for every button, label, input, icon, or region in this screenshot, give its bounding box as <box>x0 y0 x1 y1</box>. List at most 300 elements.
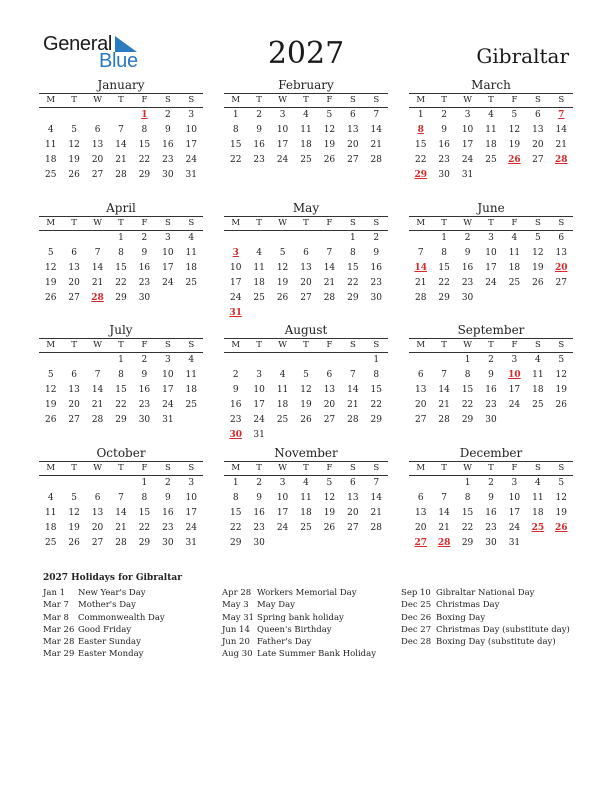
weekday-label: S <box>349 218 356 228</box>
holiday-date: Mar 7 <box>43 600 69 611</box>
holiday-day-cell: 26 <box>555 523 568 533</box>
weekday-label: W <box>93 340 102 350</box>
weekday-header <box>224 217 388 231</box>
day-cell: 20 <box>414 400 427 410</box>
day-cell: 7 <box>373 478 380 488</box>
day-cell: 27 <box>91 538 104 548</box>
day-cell: 4 <box>47 125 54 135</box>
empty-day-cell <box>271 231 294 246</box>
day-cell: 2 <box>141 355 148 365</box>
day-cell: 31 <box>508 538 521 548</box>
weekday-label: T <box>256 218 262 228</box>
day-cell: 30 <box>162 538 174 548</box>
day-cell: 17 <box>485 263 497 273</box>
day-cell: 16 <box>485 385 497 395</box>
day-cell: 4 <box>256 248 262 258</box>
day-cell: 10 <box>485 248 497 258</box>
holiday-date: Dec 27 <box>401 624 432 635</box>
day-cell: 5 <box>71 493 77 503</box>
day-cell: 19 <box>323 508 336 518</box>
day-cell: 11 <box>532 493 544 503</box>
weekday-label: T <box>441 340 447 350</box>
day-cell: 9 <box>373 248 380 258</box>
weekday-label: W <box>463 340 472 350</box>
day-cell: 22 <box>370 400 382 410</box>
day-cell: 18 <box>508 263 521 273</box>
day-cell: 26 <box>276 293 289 303</box>
day-cell: 25 <box>485 155 497 165</box>
holiday-name: New Year's Day <box>78 588 146 598</box>
day-cell: 16 <box>229 400 242 410</box>
day-cell: 12 <box>323 125 336 135</box>
empty-day-cell <box>39 476 62 491</box>
day-cell: 15 <box>461 385 474 395</box>
day-cell: 8 <box>464 370 471 380</box>
weekday-label: T <box>256 463 262 473</box>
day-cell: 29 <box>115 415 127 425</box>
day-cell: 26 <box>44 293 57 303</box>
day-cell: 26 <box>555 400 567 410</box>
empty-day-cell <box>86 353 109 368</box>
holiday-date: Jan 1 <box>43 588 66 598</box>
empty-day-cell <box>271 353 294 368</box>
day-cell: 25 <box>185 400 197 410</box>
day-cell: 16 <box>461 263 474 273</box>
day-cell: 29 <box>370 415 382 425</box>
holiday-name: Christmas Day <box>436 600 500 611</box>
day-cell: 15 <box>461 508 474 518</box>
day-cell: 14 <box>555 125 567 135</box>
day-cell: 24 <box>185 523 197 533</box>
weekday-label: T <box>303 340 309 350</box>
day-cell: 15 <box>347 263 359 273</box>
day-cell: 28 <box>91 415 104 425</box>
weekday-label: S <box>534 463 541 473</box>
weekday-label: T <box>256 95 262 105</box>
weekday-label: M <box>46 218 56 228</box>
empty-day-cell <box>109 108 132 123</box>
weekday-label: S <box>164 95 171 105</box>
day-grid <box>409 108 573 183</box>
day-cell: 20 <box>68 400 80 410</box>
day-cell: 21 <box>370 140 382 150</box>
day-cell: 17 <box>253 400 265 410</box>
day-cell: 18 <box>276 400 289 410</box>
month-title: June <box>477 201 505 215</box>
day-cell: 3 <box>164 233 171 243</box>
day-cell: 9 <box>164 493 171 503</box>
day-cell: 1 <box>441 233 447 243</box>
day-cell: 12 <box>555 370 567 380</box>
day-cell: 27 <box>68 415 80 425</box>
day-cell: 14 <box>91 385 104 395</box>
month-title: December <box>459 446 523 460</box>
day-cell: 19 <box>44 400 57 410</box>
day-cell: 18 <box>532 385 544 395</box>
weekday-label: S <box>164 218 171 228</box>
weekday-label: F <box>141 340 148 350</box>
day-cell: 1 <box>417 110 424 120</box>
day-cell: 6 <box>303 248 309 258</box>
day-cell: 7 <box>373 110 380 120</box>
day-cell: 5 <box>71 125 77 135</box>
day-cell: 9 <box>141 248 148 258</box>
day-cell: 12 <box>44 263 57 273</box>
day-cell: 8 <box>373 370 380 380</box>
day-cell: 31 <box>461 170 474 180</box>
holiday-row <box>43 648 165 660</box>
day-cell: 5 <box>326 478 333 488</box>
day-cell: 4 <box>303 478 309 488</box>
day-cell: 11 <box>185 248 197 258</box>
day-cell: 1 <box>349 233 356 243</box>
day-cell: 15 <box>229 508 242 518</box>
day-cell: 9 <box>256 125 262 135</box>
holiday-name: Easter Sunday <box>78 637 141 648</box>
holiday-date: Dec 25 <box>401 600 432 611</box>
day-cell: 5 <box>326 110 333 120</box>
empty-day-cell <box>294 231 317 246</box>
day-grid <box>224 108 388 168</box>
day-cell: 6 <box>349 478 356 488</box>
holiday-name: Commonwealth Day <box>78 612 165 623</box>
day-cell: 13 <box>414 508 427 518</box>
day-cell: 25 <box>508 278 521 288</box>
weekday-header <box>39 217 203 231</box>
country-name: Gibraltar <box>476 44 569 68</box>
holiday-day-cell: 27 <box>414 538 427 548</box>
day-cell: 18 <box>532 508 544 518</box>
day-cell: 13 <box>68 263 80 273</box>
calendar-year: 2027 <box>267 36 345 71</box>
holiday-day-cell: 31 <box>229 308 242 318</box>
day-cell: 24 <box>461 155 474 165</box>
day-cell: 24 <box>162 278 174 288</box>
day-cell: 4 <box>534 478 541 488</box>
day-grid <box>224 231 388 321</box>
weekday-label: M <box>416 463 426 473</box>
day-cell: 12 <box>508 125 521 135</box>
day-cell: 30 <box>485 538 497 548</box>
day-cell: 7 <box>94 248 101 258</box>
weekday-label: S <box>373 463 380 473</box>
day-cell: 26 <box>44 415 57 425</box>
month-january <box>39 78 203 183</box>
weekday-label: W <box>463 95 472 105</box>
day-cell: 27 <box>323 415 336 425</box>
day-cell: 10 <box>185 125 197 135</box>
day-cell: 11 <box>300 493 312 503</box>
day-cell: 20 <box>347 140 359 150</box>
day-cell: 23 <box>253 155 265 165</box>
month-december <box>409 446 573 551</box>
day-cell: 5 <box>303 370 309 380</box>
day-cell: 22 <box>229 523 242 533</box>
day-cell: 23 <box>229 415 242 425</box>
day-cell: 16 <box>253 140 265 150</box>
holiday-row <box>222 624 376 636</box>
weekday-label: S <box>164 340 171 350</box>
holiday-day-cell: 26 <box>508 155 521 165</box>
empty-day-cell <box>86 476 109 491</box>
day-cell: 6 <box>417 370 424 380</box>
day-cell: 2 <box>164 110 171 120</box>
day-cell: 29 <box>138 170 151 180</box>
day-grid <box>409 231 573 306</box>
day-cell: 8 <box>141 493 148 503</box>
day-cell: 12 <box>300 385 312 395</box>
day-grid <box>409 476 573 551</box>
holiday-row <box>222 587 376 599</box>
day-cell: 30 <box>138 415 151 425</box>
month-march <box>409 78 573 183</box>
holiday-day-cell: 14 <box>414 263 427 273</box>
day-cell: 23 <box>485 523 497 533</box>
day-cell: 22 <box>115 278 127 288</box>
day-cell: 15 <box>115 263 127 273</box>
day-cell: 28 <box>115 170 127 180</box>
day-cell: 30 <box>438 170 450 180</box>
day-cell: 22 <box>115 400 127 410</box>
day-cell: 14 <box>438 508 450 518</box>
weekday-label: S <box>164 463 171 473</box>
day-grid <box>39 353 203 428</box>
day-cell: 17 <box>508 385 521 395</box>
day-cell: 12 <box>68 140 80 150</box>
day-cell: 26 <box>323 155 336 165</box>
day-cell: 19 <box>508 140 521 150</box>
day-cell: 1 <box>232 478 239 488</box>
weekday-label: M <box>46 95 56 105</box>
day-cell: 24 <box>508 400 521 410</box>
day-grid <box>39 476 203 551</box>
day-cell: 18 <box>485 140 497 150</box>
day-cell: 22 <box>414 155 427 165</box>
empty-day-cell <box>432 476 455 491</box>
day-cell: 28 <box>370 155 382 165</box>
day-cell: 6 <box>94 493 101 503</box>
month-may <box>224 201 388 321</box>
holiday-name: Christmas Day (substitute day) <box>436 624 570 635</box>
day-cell: 25 <box>300 523 312 533</box>
day-cell: 21 <box>323 278 336 288</box>
day-cell: 26 <box>323 523 336 533</box>
day-cell: 10 <box>276 493 289 503</box>
day-cell: 25 <box>44 170 57 180</box>
day-cell: 28 <box>414 293 427 303</box>
day-cell: 25 <box>185 278 197 288</box>
weekday-header <box>224 94 388 108</box>
empty-day-cell <box>224 231 247 246</box>
day-cell: 18 <box>300 508 312 518</box>
day-cell: 12 <box>532 248 544 258</box>
day-cell: 24 <box>253 415 265 425</box>
weekday-label: S <box>349 340 356 350</box>
weekday-label: T <box>303 95 309 105</box>
month-september <box>409 323 573 428</box>
day-cell: 31 <box>162 415 174 425</box>
weekday-label: S <box>558 340 565 350</box>
day-cell: 22 <box>438 278 450 288</box>
day-cell: 13 <box>532 125 544 135</box>
weekday-label: M <box>46 340 56 350</box>
day-cell: 26 <box>68 538 80 548</box>
holiday-date: Mar 26 <box>43 624 75 635</box>
day-cell: 8 <box>349 248 356 258</box>
empty-day-cell <box>39 108 62 123</box>
day-cell: 20 <box>91 155 104 165</box>
day-cell: 11 <box>44 140 57 150</box>
empty-day-cell <box>318 231 341 246</box>
weekday-label: T <box>118 95 124 105</box>
month-february <box>224 78 388 168</box>
day-cell: 8 <box>118 248 124 258</box>
holiday-row <box>222 612 376 624</box>
day-cell: 8 <box>232 125 239 135</box>
day-cell: 5 <box>279 248 286 258</box>
day-cell: 15 <box>438 263 450 273</box>
holiday-row <box>43 587 165 599</box>
day-cell: 17 <box>229 278 242 288</box>
empty-day-cell <box>62 231 85 246</box>
day-cell: 17 <box>276 508 289 518</box>
weekday-label: T <box>303 218 309 228</box>
day-cell: 4 <box>488 110 494 120</box>
weekday-header <box>39 339 203 353</box>
weekday-header <box>39 462 203 476</box>
day-cell: 23 <box>438 155 450 165</box>
day-cell: 20 <box>91 523 104 533</box>
day-cell: 7 <box>118 125 124 135</box>
day-cell: 15 <box>138 140 151 150</box>
day-cell: 9 <box>488 493 494 503</box>
holiday-name: Good Friday <box>78 624 132 635</box>
holiday-row <box>401 612 570 624</box>
day-cell: 17 <box>508 508 521 518</box>
weekday-header <box>224 462 388 476</box>
day-cell: 20 <box>347 508 359 518</box>
holiday-row <box>401 636 570 648</box>
day-cell: 8 <box>118 370 124 380</box>
day-cell: 16 <box>138 263 151 273</box>
weekday-label: F <box>141 218 148 228</box>
weekday-label: F <box>141 463 148 473</box>
day-cell: 17 <box>276 140 289 150</box>
weekday-label: T <box>488 95 494 105</box>
empty-day-cell <box>86 108 109 123</box>
weekday-label: M <box>46 463 56 473</box>
holiday-name: May Day <box>257 600 295 611</box>
weekday-label: T <box>441 463 447 473</box>
day-cell: 13 <box>555 248 567 258</box>
day-cell: 11 <box>532 370 544 380</box>
day-cell: 6 <box>71 248 77 258</box>
empty-day-cell <box>247 231 270 246</box>
day-cell: 27 <box>414 415 427 425</box>
holiday-row <box>43 624 165 636</box>
holiday-list-title: 2027 Holidays for Gibraltar <box>43 573 182 583</box>
day-cell: 11 <box>185 370 197 380</box>
day-cell: 3 <box>511 355 518 365</box>
holiday-list <box>43 573 583 660</box>
weekday-label: W <box>278 95 287 105</box>
day-cell: 7 <box>349 370 356 380</box>
day-grid <box>39 108 203 183</box>
day-cell: 22 <box>461 400 474 410</box>
day-cell: 16 <box>138 385 151 395</box>
holiday-date: Jun 20 <box>222 637 250 648</box>
day-cell: 24 <box>485 278 497 288</box>
weekday-label: T <box>118 340 124 350</box>
day-cell: 20 <box>300 278 312 288</box>
day-cell: 3 <box>279 110 286 120</box>
day-cell: 11 <box>485 125 497 135</box>
day-cell: 30 <box>253 538 265 548</box>
weekday-label: T <box>118 218 124 228</box>
day-cell: 2 <box>488 478 494 488</box>
weekday-label: T <box>118 463 124 473</box>
holiday-date: Mar 29 <box>43 649 75 660</box>
holiday-day-cell: 28 <box>555 155 568 165</box>
day-cell: 20 <box>414 523 427 533</box>
day-cell: 21 <box>370 508 382 518</box>
day-cell: 5 <box>534 233 541 243</box>
day-cell: 23 <box>162 155 174 165</box>
day-cell: 7 <box>441 493 447 503</box>
day-cell: 17 <box>185 140 197 150</box>
day-cell: 9 <box>232 385 239 395</box>
holiday-row <box>222 599 376 611</box>
day-cell: 2 <box>256 110 262 120</box>
day-cell: 12 <box>555 493 567 503</box>
day-cell: 25 <box>44 538 57 548</box>
holiday-day-cell: 28 <box>437 538 451 548</box>
day-cell: 8 <box>141 125 148 135</box>
weekday-header <box>409 462 573 476</box>
day-cell: 11 <box>276 385 289 395</box>
day-cell: 2 <box>141 233 148 243</box>
day-cell: 30 <box>162 170 174 180</box>
day-cell: 12 <box>276 263 289 273</box>
day-cell: 3 <box>511 478 518 488</box>
holiday-date: Mar 8 <box>43 612 69 623</box>
empty-day-cell <box>409 231 432 246</box>
empty-day-cell <box>409 353 432 368</box>
holiday-row <box>222 636 376 648</box>
day-cell: 24 <box>162 400 174 410</box>
holiday-date: Dec 26 <box>401 612 432 623</box>
empty-day-cell <box>62 476 85 491</box>
day-cell: 25 <box>532 400 544 410</box>
day-cell: 9 <box>441 125 447 135</box>
day-cell: 28 <box>438 415 450 425</box>
weekday-label: F <box>511 95 518 105</box>
weekday-label: T <box>256 340 262 350</box>
month-title: October <box>96 446 146 460</box>
day-cell: 2 <box>256 478 262 488</box>
day-cell: 16 <box>162 508 174 518</box>
day-grid <box>39 231 203 306</box>
day-cell: 13 <box>91 508 104 518</box>
empty-day-cell <box>341 353 364 368</box>
day-cell: 15 <box>414 140 427 150</box>
day-cell: 14 <box>370 493 382 503</box>
day-cell: 19 <box>555 385 567 395</box>
day-cell: 11 <box>300 125 312 135</box>
day-cell: 2 <box>488 355 494 365</box>
day-cell: 22 <box>461 523 474 533</box>
weekday-label: F <box>326 340 333 350</box>
